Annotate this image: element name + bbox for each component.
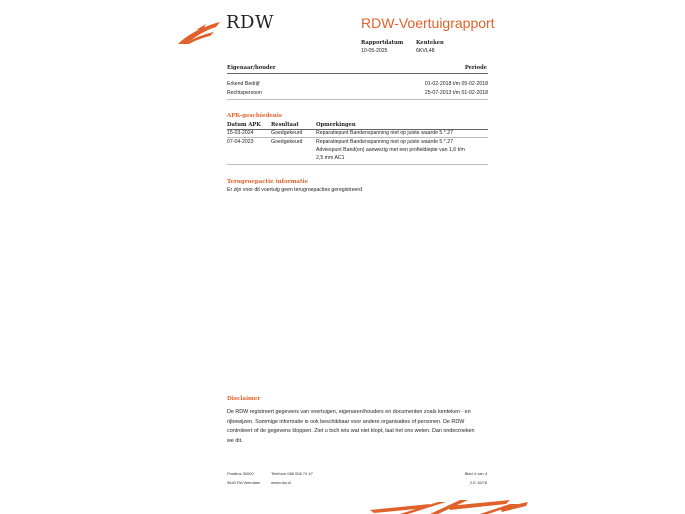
disclaimer-line: De RDW registreert gegevens van voertuigen, eigenaren/houders en documenten zoals kenteken - en [227,409,471,415]
disclaimer-line: rijbewijzen. Sommige informatie is ook beschikbaar voor andere organisaties of personen. De RDW [227,418,465,425]
rdw-logo-icon [176,20,222,46]
kenteken-label: Kenteken [416,40,444,46]
owners-header-divider [227,73,488,74]
footer-web: www.rdw.nl [271,480,292,485]
apk-result: Goedgekeurd [271,130,303,136]
apk-result: Goedgekeurd [271,139,303,145]
apk-result-header: Resultaat [271,122,299,128]
disclaimer-text [227,408,489,446]
recall-text: Er zijn voor dit voertuig geen terugroepacties geregistreerd [227,187,362,193]
apk-date: 07-04-2023 [227,139,254,145]
owner-period: 01-02-2018 t/m 05-02-2018 [424,81,488,87]
disclaimer-title: Disclaimer [227,396,261,402]
logo-text: RDW [226,12,274,33]
apk-remark: Adviespunt Band(en) aanwezig met een profieldiepte van 1,6 t/m [316,147,465,153]
rapportdatum-label: Rapportdatum [361,40,404,46]
period-column-header: Periode [464,65,487,71]
footer-phone: Telefoon 088 008 74 47 [271,471,313,476]
apk-remarks-header: Opmerkingen [316,122,356,128]
recall-section-title: Terugroepactie informatie [227,179,309,185]
apk-section-title: APK-geschiedenis [227,113,282,119]
footer-page: Blad 4 van 4 [464,471,487,476]
rapportdatum-value: 10-05-2025 [361,48,388,54]
disclaimer-line: we dit. [227,437,243,444]
owner-name: Erkend Bedrijf [227,81,260,87]
apk-remark: Reparatiepunt Bandenspanning niet op juiste waarde 5.*.27 [316,139,453,145]
disclaimer-line: controleert of de gegevens kloppen. Ziet u toch iets wat niet klopt, laat het ons weten. Dan onderzoeken [227,428,475,434]
owner-column-header: Eigenaar/houder [227,65,276,71]
footer-code: 2.E.16/78 [469,480,487,485]
apk-remark: Reparatiepunt Bandenspanning niet op juiste waarde 5.*.27 [316,130,453,136]
footer-city: 9640 RA Veendam [227,480,261,485]
report-title: RDW-Voertuigrapport [361,15,495,31]
apk-remark: 2,5 mm AC1 [316,155,345,161]
owner-name: Rechtspersoon [227,90,262,96]
apk-date: 15-03-2024 [227,130,254,136]
owners-end-divider [227,99,488,100]
apk-date-header: Datum APK [227,122,261,128]
apk-end-divider [227,164,488,165]
kenteken-value: 6KVL48 [416,48,435,54]
apk-row-divider [227,137,488,138]
owner-period: 25-07-2013 t/m 01-02-2018 [424,90,488,96]
footer-postbus: Postbus 30000 [227,471,254,476]
decorative-stripes-icon [360,496,530,514]
